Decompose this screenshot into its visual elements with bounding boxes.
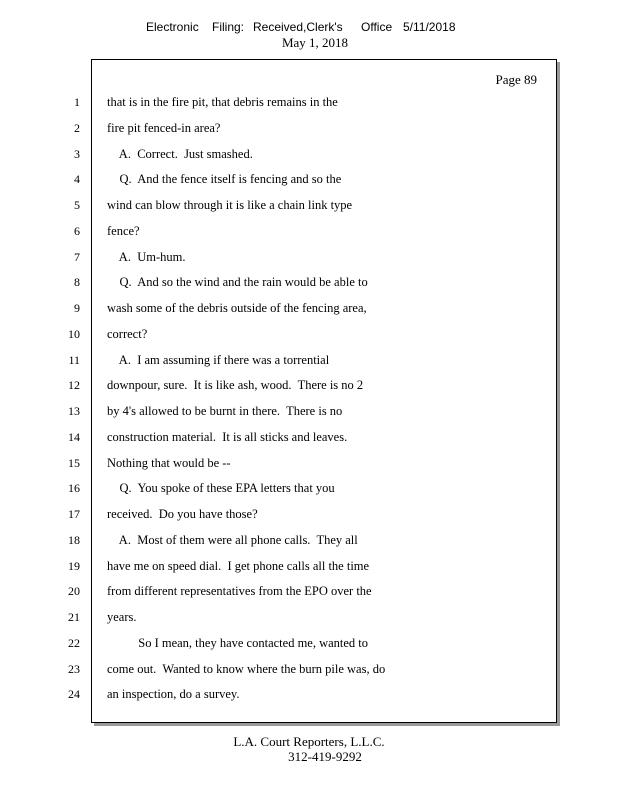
line-number: 11	[68, 353, 80, 367]
line-text: that is in the fire pit, that debris remains in the	[107, 95, 338, 109]
line-text: Q. You spoke of these EPA letters that you	[107, 481, 335, 495]
line-text: A. Um-hum.	[107, 250, 186, 264]
page-number: Page 89	[495, 72, 537, 87]
line-text: from different representatives from the EPO over the	[107, 584, 372, 598]
line-number: 13	[68, 404, 80, 418]
line-text: Q. And so the wind and the rain would be able to	[107, 275, 368, 289]
line-number: 16	[68, 481, 80, 495]
line-text: So I mean, they have contacted me, wanted to	[107, 636, 369, 650]
line-text: A. I am assuming if there was a torrential	[107, 353, 330, 367]
line-text: Q. And the fence itself is fencing and so the	[107, 172, 342, 186]
line-number: 3	[74, 147, 80, 161]
line-text: wind can blow through it is like a chain link type	[107, 198, 353, 212]
line-text: come out. Wanted to know where the burn pile was, do	[107, 662, 386, 676]
line-number: 7	[74, 250, 80, 264]
line-text: years.	[107, 610, 137, 624]
line-number: 18	[68, 533, 80, 547]
line-text: downpour, sure. It is like ash, wood. There is no 2	[107, 378, 364, 392]
stamp-word-office: Office	[361, 20, 393, 34]
line-text: fence?	[107, 224, 140, 238]
line-text: construction material. It is all sticks and leaves.	[107, 430, 348, 444]
stamp-word-electronic: Electronic	[146, 20, 199, 34]
line-number: 23	[68, 662, 80, 676]
line-number: 10	[68, 327, 80, 341]
line-number: 15	[68, 456, 80, 470]
line-number: 5	[74, 198, 80, 212]
line-text: by 4's allowed to be burnt in there. There is no	[107, 404, 343, 418]
line-text: received. Do you have those?	[107, 507, 258, 521]
line-number: 2	[74, 121, 80, 135]
line-text: A. Correct. Just smashed.	[107, 147, 253, 161]
line-text: wash some of the debris outside of the fencing area,	[107, 301, 367, 315]
line-number: 9	[74, 301, 80, 315]
footer-phone: 312-419-9292	[288, 749, 362, 764]
line-text: correct?	[107, 327, 148, 341]
line-number: 22	[68, 636, 80, 650]
footer-company: L.A. Court Reporters, L.L.C.	[233, 734, 385, 749]
line-number: 19	[68, 559, 80, 573]
line-text: Nothing that would be --	[107, 456, 231, 470]
line-number: 1	[74, 95, 80, 109]
line-text: have me on speed dial. I get phone calls all the time	[107, 559, 370, 573]
document-date: May 1, 2018	[281, 35, 349, 50]
line-text: fire pit fenced-in area?	[107, 121, 221, 135]
stamp-filing-date: 5/11/2018	[403, 20, 456, 34]
line-number: 8	[74, 275, 80, 289]
stamp-word-received: Received,Clerk's	[253, 20, 343, 34]
line-number: 21	[68, 610, 80, 624]
stamp-word-filing: Filing:	[212, 20, 245, 34]
line-number: 24	[68, 687, 80, 701]
line-text: an inspection, do a survey.	[107, 687, 240, 701]
line-number: 17	[68, 507, 80, 521]
line-number: 6	[74, 224, 80, 238]
line-number: 12	[68, 378, 80, 392]
line-number: 14	[68, 430, 80, 444]
line-text: A. Most of them were all phone calls. They all	[107, 533, 358, 547]
line-number: 20	[68, 584, 80, 598]
line-number: 4	[74, 172, 80, 186]
